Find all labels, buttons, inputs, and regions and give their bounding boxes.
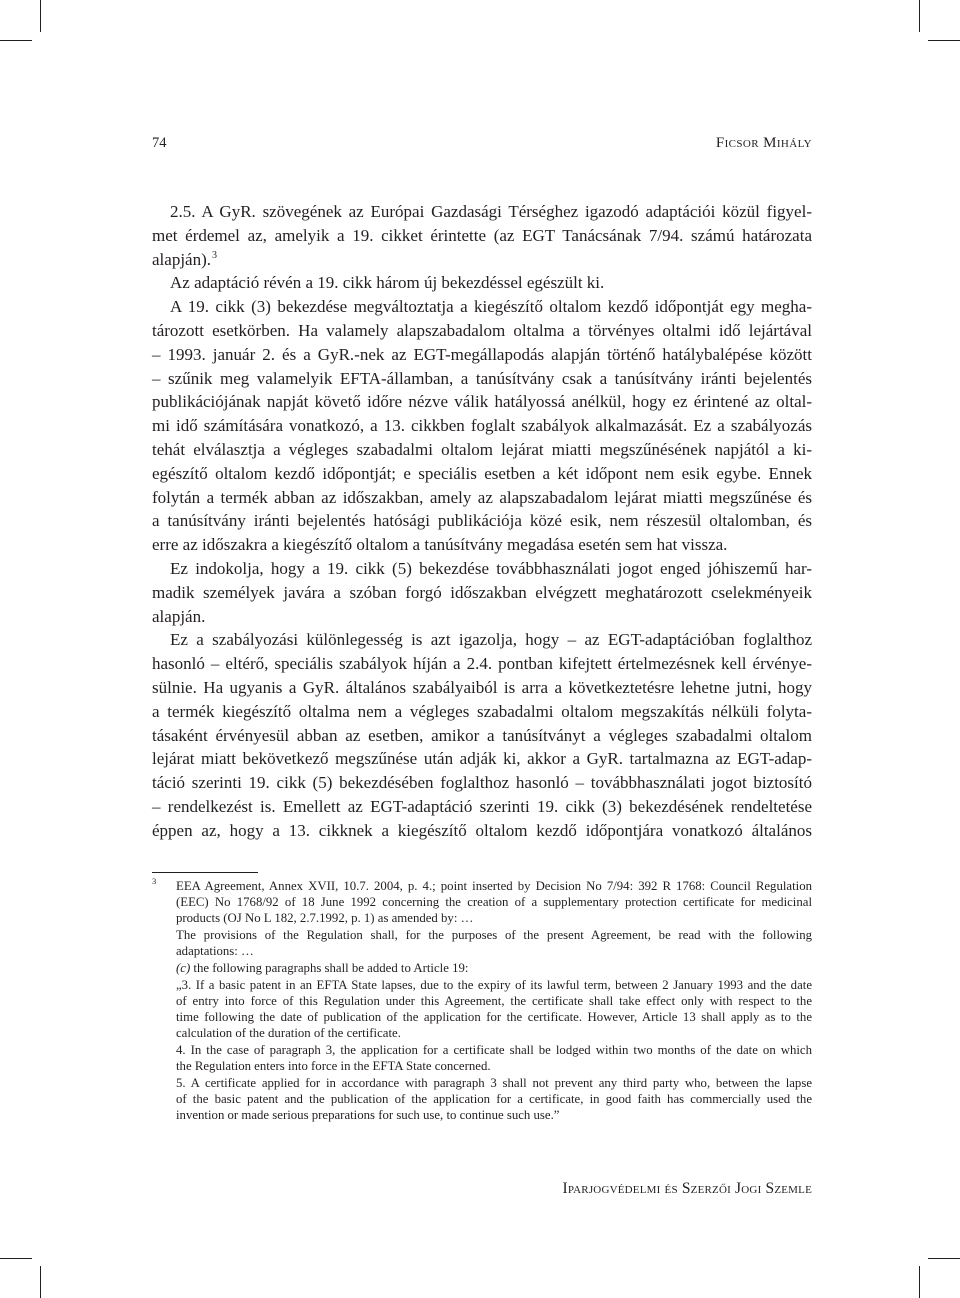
body-line: – rendelkezést is. Emellett az EGT-adaptáció szerinti 19. cikk (3) bekezdésének rendeltetése bbox=[152, 796, 812, 816]
crop-mark bbox=[919, 1266, 920, 1298]
footnote-line: „3. If a basic patent in an EFTA State lapses, due to the expiry of its lawful term, between 2 January 1993 and the date bbox=[176, 978, 812, 992]
footnote-line: calculation of the duration of the certificate. bbox=[176, 1026, 401, 1040]
footnote-line: 4. In the case of paragraph 3, the application for a certificate shall be lodged within two months of the date on which bbox=[176, 1043, 812, 1057]
paragraph bbox=[152, 557, 812, 628]
page-number: 74 bbox=[152, 135, 167, 151]
body-line: A 19. cikk (3) bekezdése megváltoztatja a kiegészítő oltalom kezdő időpontját egy megha- bbox=[170, 297, 812, 317]
footnote-line: of the basic patent and the publication of the application for a certificate, in good faith has commercially used the bbox=[176, 1092, 812, 1106]
body-line: met érdemel az, amelyik a 19. cikket érintette (az EGT Tanácsának 7/94. számú határozata bbox=[152, 225, 812, 245]
paragraph bbox=[152, 271, 812, 295]
footnote-line: EEA Agreement, Annex XVII, 10.7. 2004, p. 4.; point inserted by Decision No 7/94: 392 R 1768: Council Regulation bbox=[176, 879, 812, 893]
footnote bbox=[176, 878, 812, 1123]
paragraph bbox=[152, 200, 812, 271]
footnote-line: 5. A certificate applied for in accordance with paragraph 3 shall not prevent any third party who, between the lapse bbox=[176, 1076, 812, 1090]
footnote-line: adaptations: … bbox=[176, 944, 254, 958]
body-line-text: alapján). bbox=[152, 249, 211, 269]
footnote-reference: 3 bbox=[212, 249, 217, 261]
crop-mark bbox=[0, 1258, 32, 1259]
body-line: hasonló – eltérő, speciális szabályok híján a 2.4. pontban kifejtett értelmezésnek kell érvénye- bbox=[152, 654, 812, 674]
body-line: a termék kiegészítő oltalma nem a végleges szabadalmi oltalom megszakítás nélküli folyta- bbox=[152, 701, 812, 721]
body-line: tásaként érvényesül abban az esetben, amikor a tanúsítványt a végleges szabadalmi oltalom bbox=[152, 725, 812, 745]
footnote-line: invention or made serious preparations for such use, to continue such use.” bbox=[176, 1108, 560, 1122]
footnote-line: products (OJ No L 182, 2.7.1992, p. 1) as amended by: … bbox=[176, 911, 474, 925]
paragraph bbox=[152, 295, 812, 557]
footnote-paragraph bbox=[176, 977, 812, 1041]
footnote-paragraph bbox=[176, 1075, 812, 1123]
footnote-number: 3 bbox=[152, 876, 157, 886]
body-line: mi idő számítására vonatkozó, a 13. cikkben foglalt szabályok alkalmazását. Ez a szabályozás bbox=[152, 416, 812, 436]
footnote-line: The provisions of the Regulation shall, for the purposes of the present Agreement, be read with the following bbox=[176, 928, 812, 942]
body-line: folytán a termék abban az időszakban, amely az alapszabadalom lejárat miatti megszűnése és bbox=[152, 487, 812, 507]
body-line: Ez a szabályozási különlegesség is azt igazolja, hogy – az EGT-adaptációban foglalthoz bbox=[170, 630, 812, 650]
footnote-paragraph bbox=[176, 927, 812, 959]
body-line: tározott esetkörben. Ha valamely alapszabadalom oltalma a törvényes oltalmi idő lejártával bbox=[152, 320, 812, 340]
crop-mark bbox=[40, 0, 41, 32]
footnote-paragraph bbox=[176, 960, 812, 976]
body-line: erre az időszakra a kiegészítő oltalom a tanúsítvány megadása esetén sem hat vissza. bbox=[152, 535, 728, 555]
crop-mark bbox=[928, 1258, 960, 1259]
footnote-line: (EEC) No 1768/92 of 18 June 1992 concerning the creation of a supplementary protection certificate for medicinal bbox=[176, 895, 812, 909]
footnote-paragraph bbox=[176, 1042, 812, 1074]
footnote-line: of entry into force of this Regulation under this Agreement, the certificate shall take effect only with respect to the bbox=[176, 994, 812, 1008]
body-line: Az adaptáció révén a 19. cikk három új bekezdéssel egészült ki. bbox=[170, 273, 605, 293]
crop-mark bbox=[40, 1266, 41, 1298]
crop-mark bbox=[919, 0, 920, 32]
body-line: alapján. bbox=[152, 606, 206, 626]
footnote-item-label: (c) bbox=[176, 961, 191, 975]
body-line: 2.5. A GyR. szövegének az Európai Gazdasági Térséghez igazodó adaptációi közül figyel- bbox=[170, 202, 812, 221]
body-line: éppen az, hogy a 13. cikknek a kiegészítő oltalom kezdő időpontjára vonatkozó általános bbox=[152, 820, 812, 840]
body-line: Ez indokolja, hogy a 19. cikk (5) bekezdése továbbhasználati jogot enged jóhiszemű har- bbox=[170, 558, 812, 578]
paragraph bbox=[152, 628, 812, 842]
crop-mark bbox=[928, 40, 960, 41]
body-line: publikációjának napját követő időre nézve válik hatályossá anélkül, hogy ez érintené az oltal- bbox=[152, 392, 812, 412]
body-line bbox=[152, 248, 812, 272]
body-line: táció szerinti 19. cikk (5) bekezdésében foglalthoz hasonló – továbbhasználati jogot biztosító bbox=[152, 773, 812, 793]
running-title-author: Ficsor Mihály bbox=[715, 135, 812, 151]
body-text bbox=[152, 200, 812, 843]
footnote-rule bbox=[152, 872, 258, 873]
body-line: lejárat miatt bekövetkező megszűnése után adják ki, akkor a GyR. tartalmazna az EGT-adap- bbox=[152, 749, 812, 769]
footnote-paragraph bbox=[176, 878, 812, 926]
footnote-line bbox=[176, 960, 812, 976]
body-line: madik személyek javára a szóban forgó időszakban elvégzett meghatározott cselekményeik bbox=[152, 582, 812, 602]
body-line: – szűnik meg valamelyik EFTA-államban, a tanúsítvány csak a tanúsítvány iránti bejelentés bbox=[152, 368, 812, 388]
body-line: sülnie. Ha ugyanis a GyR. általános szabályaiból is arra a következtetésre lehetne jutni, hogy bbox=[152, 677, 812, 697]
footnote-line: the Regulation enters into force in the EFTA State concerned. bbox=[176, 1059, 491, 1073]
body-line: egészítő oltalom kezdő időpontját; e speciális esetben a két időpont nem esik egybe. Ennek bbox=[152, 463, 812, 483]
footnote-line: time following the date of publication of the application for the certificate. However, Article 13 shall apply as to the bbox=[176, 1010, 812, 1024]
footnote-item-text: the following paragraphs shall be added to Article 19: bbox=[193, 961, 469, 975]
journal-title-footer: Iparjogvédelmi és Szerzői Jogi Szemle bbox=[562, 1180, 812, 1197]
crop-mark bbox=[0, 40, 32, 41]
body-line: a tanúsítvány iránti bejelentés hatósági publikációja közé esik, nem részesül oltalomban, és bbox=[152, 511, 812, 531]
body-line: tehát elválasztja a végleges szabadalmi oltalom lejárat miatti megszűnésének napjától a ki- bbox=[152, 439, 812, 459]
body-line: – 1993. január 2. és a GyR.-nek az EGT-megállapodás alapján történő hatálybalépése között bbox=[152, 344, 812, 364]
